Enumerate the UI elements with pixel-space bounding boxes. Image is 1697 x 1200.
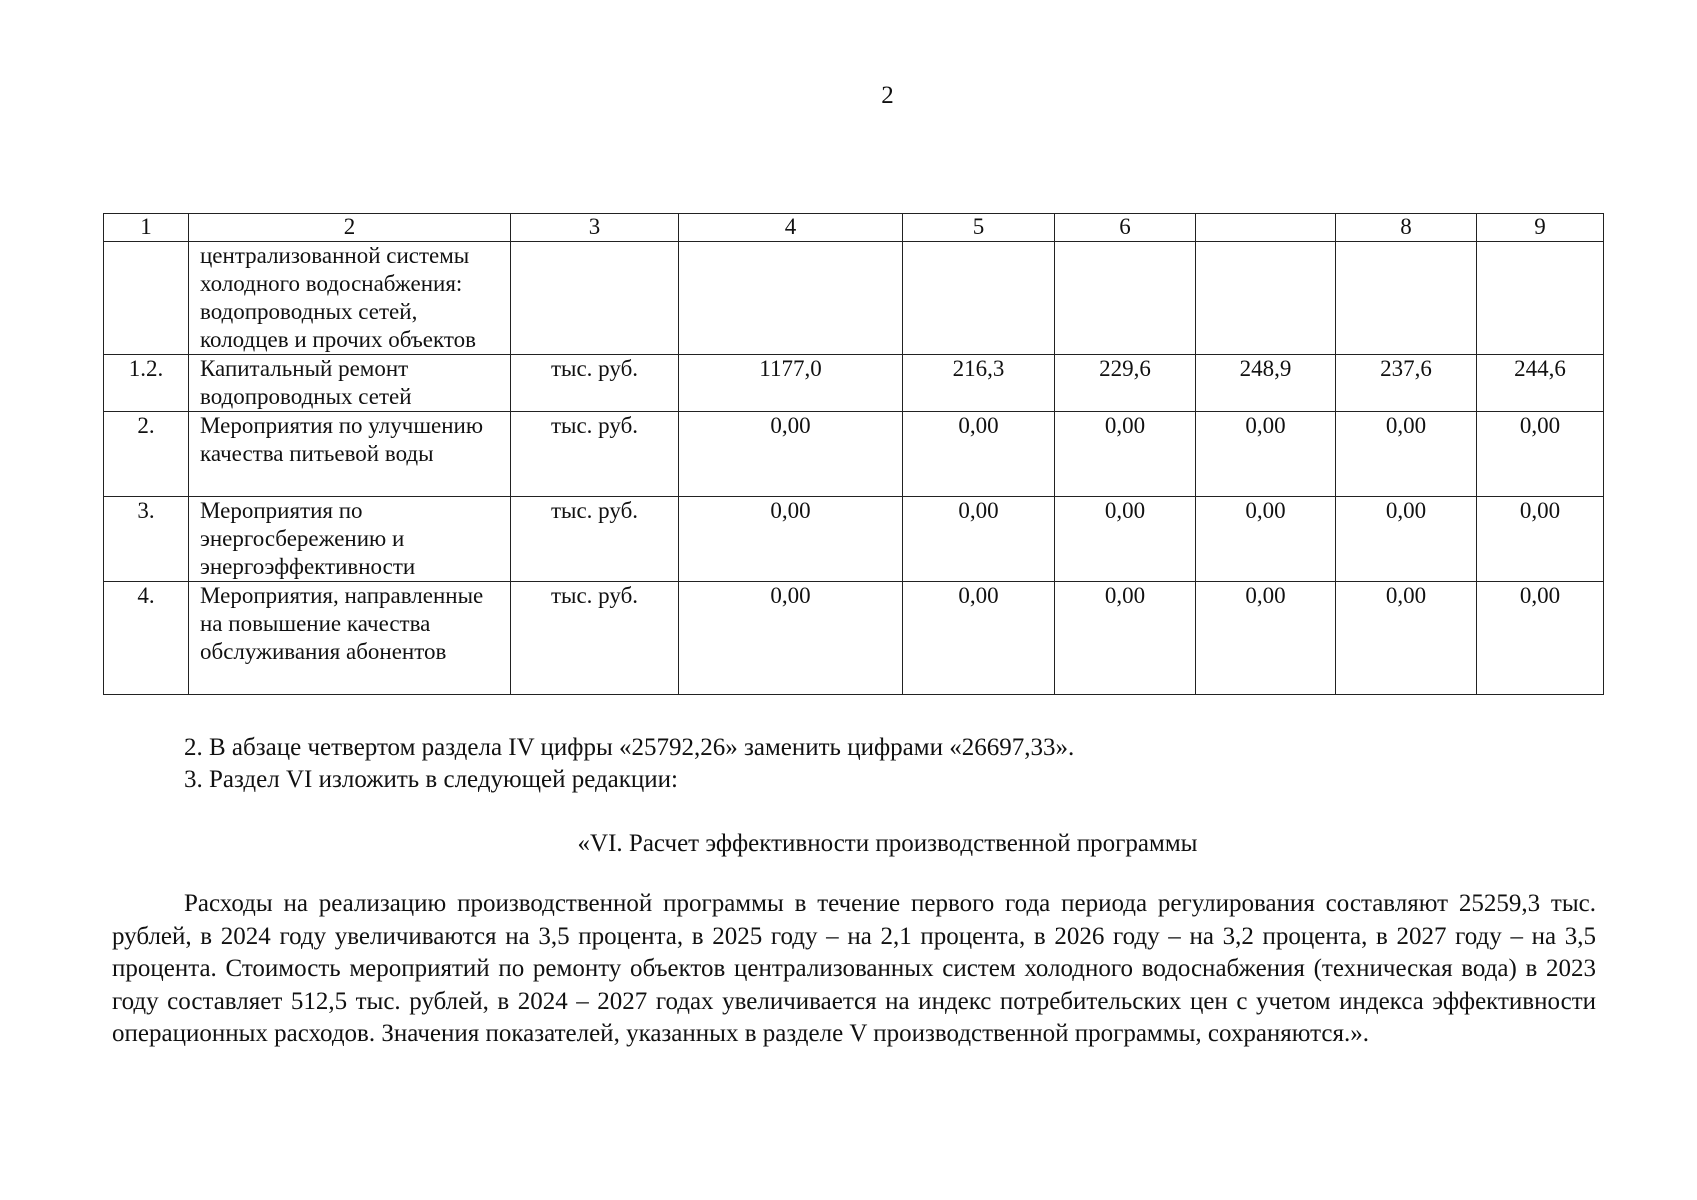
- row-number: 4.: [104, 582, 189, 695]
- row-value: 0,00: [1055, 412, 1196, 497]
- row-unit: тыс. руб.: [511, 355, 679, 412]
- row-number: 2.: [104, 412, 189, 497]
- row-value: [1055, 242, 1196, 355]
- row-name: Капитальный ремонт водопроводных сетей: [189, 355, 511, 412]
- amendment-paragraph-2: 2. В абзаце четвертом раздела IV цифры «25792,26» заменить цифрами «26697,33».: [184, 734, 1075, 761]
- header-cell: 1: [104, 214, 189, 242]
- row-value: 0,00: [1477, 497, 1604, 582]
- row-value: 0,00: [1336, 582, 1477, 695]
- row-value: [903, 242, 1055, 355]
- row-unit: тыс. руб.: [511, 582, 679, 695]
- header-cell: [1196, 214, 1336, 242]
- row-name: централизованной системы холодного водоснабжения: водопроводных сетей, колодцев и прочих объектов: [189, 242, 511, 355]
- row-value: 244,6: [1477, 355, 1604, 412]
- row-name: Мероприятия по улучшению качества питьевой воды: [189, 412, 511, 497]
- row-value: 0,00: [1477, 582, 1604, 695]
- row-value: 237,6: [1336, 355, 1477, 412]
- row-value: 0,00: [1055, 582, 1196, 695]
- row-value: 0,00: [1477, 412, 1604, 497]
- section-body-paragraph: Расходы на реализацию производственной программы в течение первого года периода регулирования составляют 25259,3 тыс. рублей, в 2024 году увеличиваются на 3,5 процента, в 2025 году – на 2,1 процента, в 2026 году – на 3,2 процента, в 2027 году – на 3,5 процента. Стоимость мероприятий по ремонту объектов централизованных систем холодного водоснабжения (техническая вода) в 2023 году составляет 512,5 тыс. рублей, в 2024 – 2027 годах увеличивается на индекс потребительских цен с учетом индекса эффективности операционных расходов. Значения показателей, указанных в разделе V производственной программы, сохраняются.».: [112, 890, 1596, 1047]
- header-cell: 6: [1055, 214, 1196, 242]
- row-value: 0,00: [1336, 497, 1477, 582]
- header-cell: 2: [189, 214, 511, 242]
- table-row: [104, 582, 1604, 695]
- section-heading: «VI. Расчет эффективности производственной программы: [577, 830, 1198, 857]
- row-unit: тыс. руб.: [511, 412, 679, 497]
- amendment-paragraph-3: 3. Раздел VI изложить в следующей редакции:: [184, 766, 679, 793]
- row-value: 0,00: [679, 412, 903, 497]
- row-value: 216,3: [903, 355, 1055, 412]
- row-value: 0,00: [679, 497, 903, 582]
- table-row: [104, 497, 1604, 582]
- row-value: 0,00: [1196, 497, 1336, 582]
- page-number: 2: [881, 82, 894, 109]
- header-cell: 3: [511, 214, 679, 242]
- row-value: [1196, 242, 1336, 355]
- row-value: 0,00: [1196, 582, 1336, 695]
- row-value: 1177,0: [679, 355, 903, 412]
- row-number: 1.2.: [104, 355, 189, 412]
- row-value: 0,00: [1336, 412, 1477, 497]
- row-unit: [511, 242, 679, 355]
- row-value: 229,6: [1055, 355, 1196, 412]
- row-value: 0,00: [903, 412, 1055, 497]
- row-number: 3.: [104, 497, 189, 582]
- row-value: [1477, 242, 1604, 355]
- row-value: 248,9: [1196, 355, 1336, 412]
- header-cell: 5: [903, 214, 1055, 242]
- row-value: [1336, 242, 1477, 355]
- row-value: 0,00: [1055, 497, 1196, 582]
- row-value: [679, 242, 903, 355]
- header-cell: 4: [679, 214, 903, 242]
- row-unit: тыс. руб.: [511, 497, 679, 582]
- table-row: [104, 412, 1604, 497]
- row-name: Мероприятия, направленные на повышение качества обслуживания абонентов: [189, 582, 511, 695]
- row-value: 0,00: [903, 582, 1055, 695]
- row-name: Мероприятия по энергосбережению и энергоэффективности: [189, 497, 511, 582]
- header-cell: 9: [1477, 214, 1604, 242]
- row-value: 0,00: [679, 582, 903, 695]
- table-header-row: [104, 214, 1604, 242]
- row-value: 0,00: [903, 497, 1055, 582]
- header-cell: 8: [1336, 214, 1477, 242]
- row-value: 0,00: [1196, 412, 1336, 497]
- program-table: [103, 213, 1604, 695]
- table-row: [104, 355, 1604, 412]
- table-row: [104, 242, 1604, 355]
- row-number: [104, 242, 189, 355]
